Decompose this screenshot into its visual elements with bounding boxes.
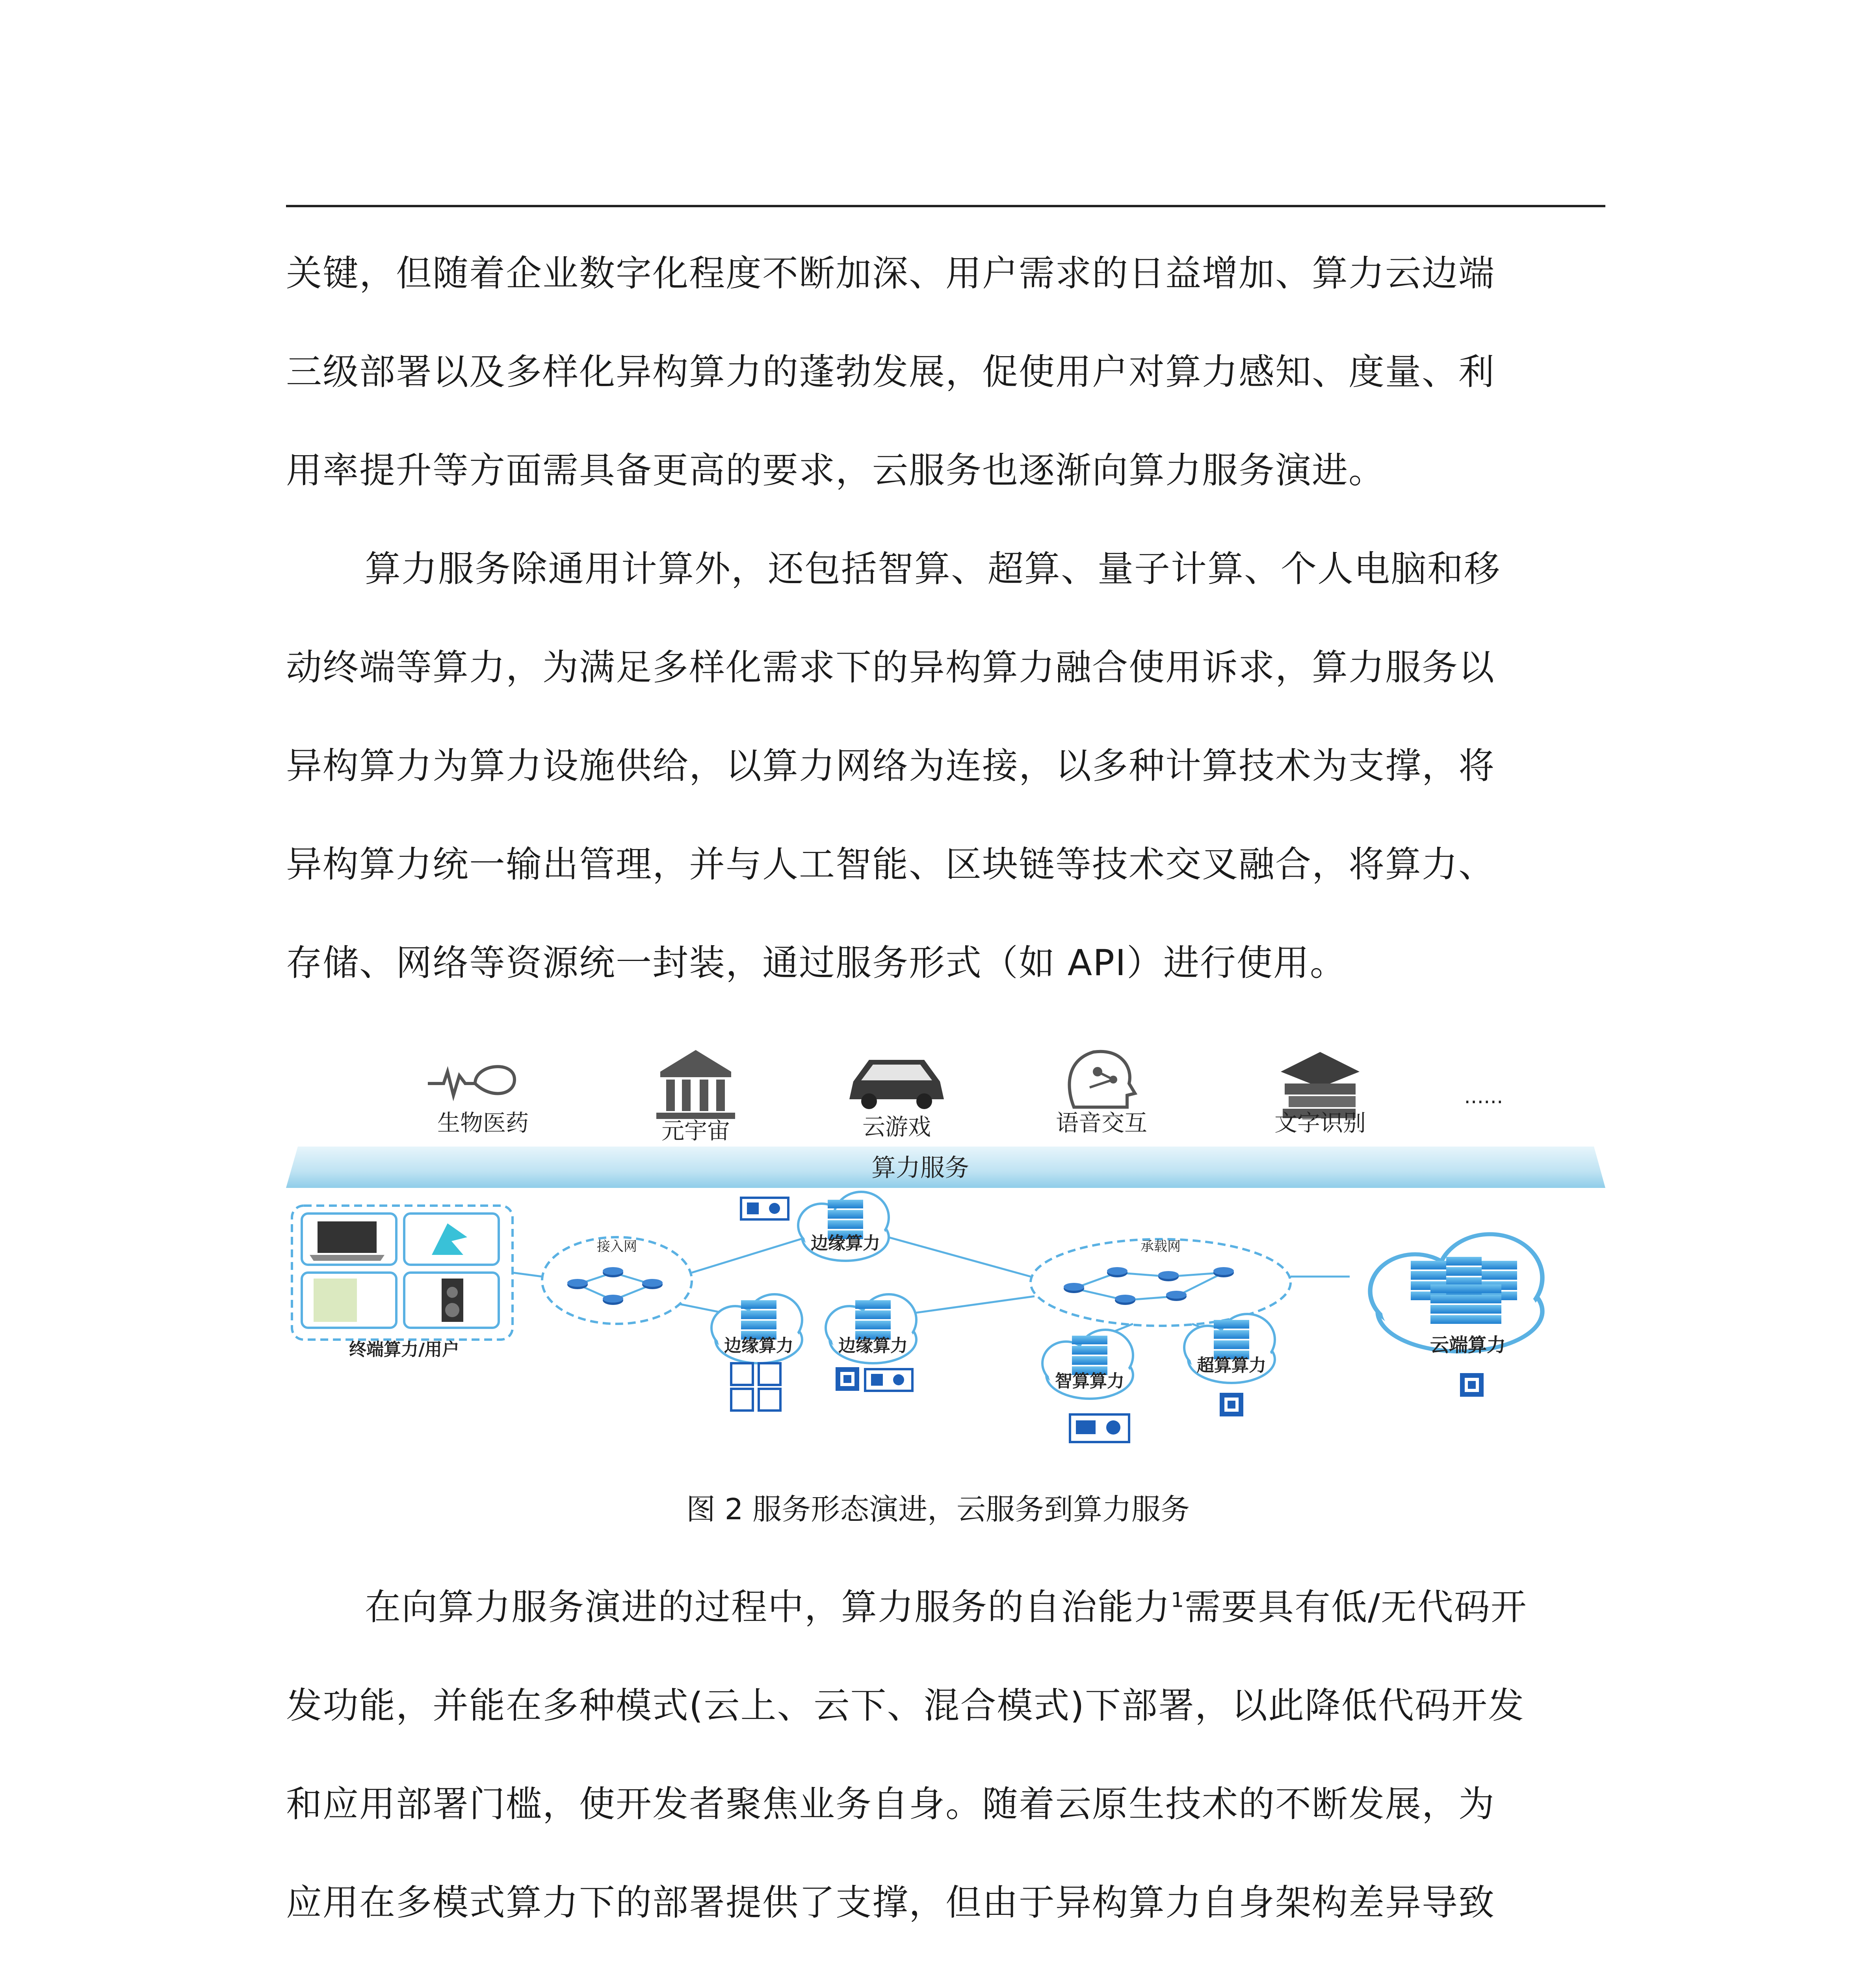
router-icon — [1158, 1271, 1179, 1281]
laptop-icon — [310, 1221, 384, 1261]
museum-icon — [656, 1050, 735, 1119]
accelerator-card-icon — [741, 1198, 788, 1219]
speaker-icon — [442, 1279, 463, 1322]
edge-label: 边缘算力 — [811, 1233, 880, 1253]
cloud-label: 云端算力 — [1430, 1334, 1506, 1356]
text-line: 算力服务除通用计算外，还包括智算、超算、量子计算、个人电脑和移 — [365, 548, 1501, 590]
router-icon — [603, 1295, 623, 1305]
app-label: 文字识别 — [1274, 1110, 1366, 1136]
service-evolution-figure — [286, 1040, 1605, 1466]
edge-label: 边缘算力 — [838, 1336, 908, 1356]
chip-icon — [1220, 1393, 1243, 1416]
accelerator-card-icon — [1070, 1414, 1129, 1442]
super-label: 超算算力 — [1197, 1355, 1266, 1375]
accelerator-card-icon — [865, 1369, 912, 1391]
app-label: 生物医药 — [437, 1110, 529, 1136]
footnote-ref[interactable]: 1 — [1171, 1588, 1185, 1612]
books-icon — [1281, 1052, 1360, 1118]
text-line: 三级部署以及多样化异构算力的蓬勃发展，促使用户对算力感知、度量、利 — [286, 351, 1495, 393]
text-line: 和应用部署门槛，使开发者聚焦业务自身。随着云原生技术的不断发展，为 — [286, 1784, 1495, 1825]
text-line: 存储、网络等资源统一封装，通过服务形式（如 API）进行使用。 — [286, 942, 1347, 984]
text-line: 异构算力统一输出管理，并与人工智能、区块链等技术交叉融合，将算力、 — [286, 844, 1495, 885]
router-icon — [1064, 1283, 1084, 1293]
app-label: 元宇宙 — [661, 1117, 730, 1144]
chip-icon — [759, 1363, 780, 1385]
bearer-network-label: 承载网 — [1140, 1239, 1181, 1254]
car-icon — [849, 1060, 944, 1109]
heart-rate-icon — [428, 1067, 515, 1095]
text-line: 发功能，并能在多种模式(云上、云下、混合模式)下部署，以此降低代码开发 — [286, 1685, 1525, 1727]
app-label: 云游戏 — [862, 1113, 931, 1140]
band-label: 算力服务 — [871, 1153, 970, 1182]
router-icon — [603, 1267, 623, 1277]
paragraph-3 — [286, 1558, 1605, 1970]
router-icon — [642, 1279, 663, 1289]
more-apps-ellipsis: ...... — [1464, 1085, 1503, 1108]
text-line: 应用在多模式算力下的部署提供了支撑，但由于异构算力自身架构差异导致 — [286, 1882, 1495, 1924]
router-icon — [1115, 1295, 1135, 1305]
edge-label: 边缘算力 — [724, 1336, 793, 1356]
text-line: 关键，但随着企业数字化程度不断加深、用户需求的日益增加、算力云边端 — [286, 253, 1495, 294]
header-rule — [286, 205, 1605, 207]
chip-icon — [731, 1363, 753, 1385]
router-icon — [1166, 1291, 1187, 1301]
chip-icon — [1460, 1373, 1484, 1397]
text-line: 动终端等算力，为满足多样化需求下的异构算力融合使用诉求，算力服务以 — [286, 647, 1495, 688]
router-icon — [1107, 1267, 1127, 1277]
access-network-label: 接入网 — [597, 1239, 637, 1254]
figure-caption: 图 2 服务形态演进，云服务到算力服务 — [686, 1492, 1190, 1526]
app-label: 语音交互 — [1055, 1110, 1148, 1136]
terminal-label: 终端算力/用户 — [349, 1340, 460, 1360]
map-icon — [314, 1279, 357, 1322]
intelligent-label: 智算算力 — [1055, 1371, 1124, 1391]
chip-icon — [731, 1389, 753, 1411]
text-line: 异构算力为算力设施供给，以算力网络为连接，以多种计算技术为支撑，将 — [286, 745, 1495, 787]
text-line: 需要具有低/无代码开 — [1185, 1587, 1527, 1628]
paragraph-1 — [286, 225, 1605, 520]
chip-icon — [759, 1389, 780, 1411]
text-line: 用率提升等方面需具备更高的要求，云服务也逐渐向算力服务演进。 — [286, 450, 1386, 491]
text-line: 在向算力服务演进的过程中，算力服务的自治能力 — [365, 1587, 1171, 1628]
paragraph-2 — [286, 520, 1605, 1013]
router-icon — [1213, 1267, 1234, 1277]
router-icon — [567, 1279, 588, 1289]
chip-icon — [836, 1367, 859, 1391]
voice-head-icon — [1069, 1052, 1135, 1107]
